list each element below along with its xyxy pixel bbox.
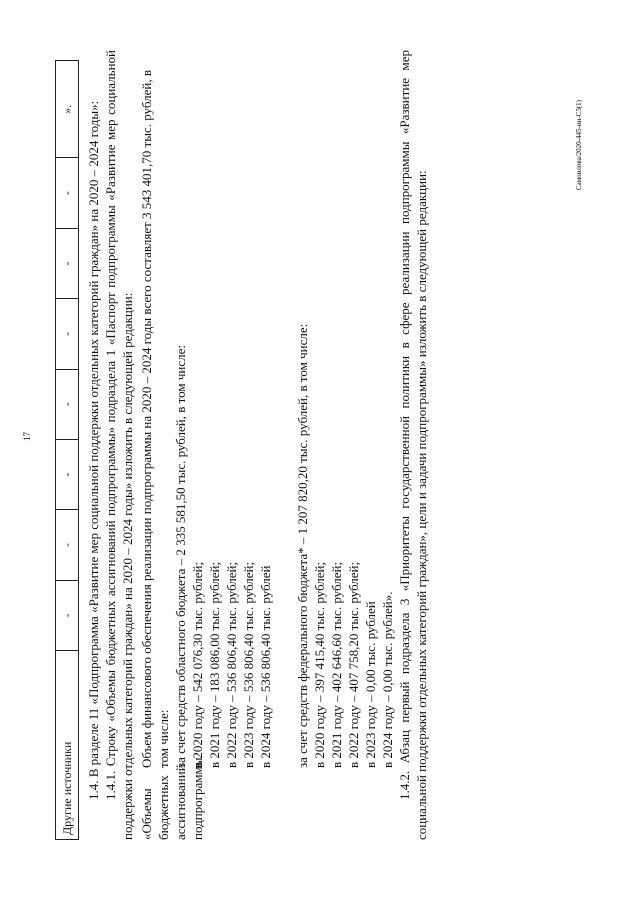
year-line: в 2023 году – 0,00 тыс. рублей	[363, 601, 378, 768]
table-cell: -	[56, 299, 79, 369]
label-line: подпрограммы	[190, 757, 205, 840]
year-line: в 2020 году – 397 415,40 тыс. рублей;	[312, 561, 327, 768]
label-line: «Объемы	[139, 788, 154, 840]
budget-intro: Объем финансового обеспечения реализации подпрограммы на 2020 – 2024 годы всего составляет 3 543 401,70 тыс. рублей, в том числе:	[139, 69, 171, 768]
table-cell-label: Другие источники	[56, 651, 79, 840]
year-line: в 2024 году – 0,00 тыс. рублей».	[380, 591, 395, 768]
budget-label	[138, 757, 396, 840]
paragraph-1-4: 1.4. В разделе 11 «Подпрограмма «Развитие мер социальной поддержки отдельных категорий граждан» на 2020 – 2024 годы»:	[86, 100, 101, 800]
budget-federal: за счет средств федерального бюджета* – 1 207 820,20 тыс. рублей, в том числе:	[295, 323, 310, 768]
paragraph-1-4-1: 1.4.1. Строку «Объемы бюджетных ассигнований подпрограммы» подраздела 1 «Паспорт подпрограммы «Развитие мер социальной поддержки отдельных категорий граждан» на 2020 – 2024 годы» изложить в следующей редакции:	[103, 50, 135, 840]
table-cell: -	[56, 580, 79, 650]
year-line: в 2022 году – 536 806,40 тыс. рублей;	[224, 561, 239, 768]
page-content	[55, 50, 555, 840]
budget-regional: за счет средств областного бюджета – 2 335 581,50 тыс. рублей, в том числе:	[173, 344, 188, 768]
year-line: в 2024 году – 536 806,40 тыс. рублей	[258, 565, 273, 768]
label-line: бюджетных	[156, 775, 171, 840]
table-cell: -	[56, 228, 79, 298]
budget-block	[138, 50, 396, 840]
table-cell: -	[56, 369, 79, 439]
page-number: 17	[22, 432, 32, 441]
year-line: в 2023 году – 536 806,40 тыс. рублей;	[241, 561, 256, 768]
year-line: в 2021 году – 183 086,00 тыс. рублей;	[207, 561, 222, 768]
label-line: ассигнований	[173, 764, 188, 840]
table-cell: -	[56, 510, 79, 580]
table-row	[56, 61, 79, 840]
table-cell: ».	[56, 61, 79, 158]
year-line: в 2022 году – 407 758,20 тыс. рублей;	[346, 561, 361, 768]
footer-code: Самоилова/2020-445-ин-С3(1)	[575, 100, 583, 191]
table-cell: -	[56, 158, 79, 228]
year-line: в 2021 году – 402 646,60 тыс. рублей;	[329, 561, 344, 768]
year-line: в 2020 году – 542 076,30 тыс. рублей;	[190, 561, 205, 768]
budget-text	[138, 50, 396, 768]
table-cell: -	[56, 439, 79, 509]
paragraph-1-4-2: 1.4.2. Абзац первый подраздела 3 «Приоритеты государственной политики в сфере реализации подпрограммы «Развитие мер социальной поддержки отдельных категорий граждан», цели и задачи подпрограммы» изложить в следующей редакции:	[397, 50, 429, 840]
sources-table	[55, 60, 79, 840]
